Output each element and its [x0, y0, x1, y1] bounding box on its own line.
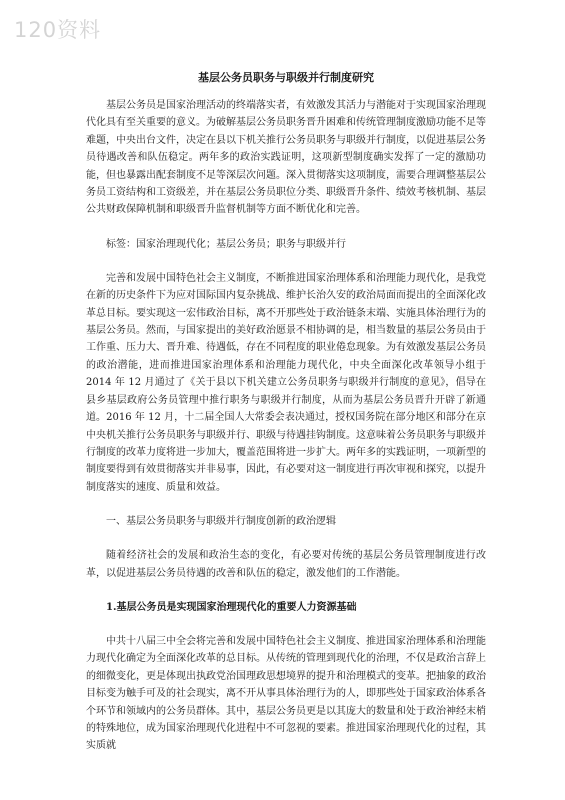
intro-paragraph: 完善和发展中国特色社会主义制度，不断推进国家治理体系和治理能力现代化，是我党在新的历史条件下为应对国际国内复杂挑战、维护长治久安的政治局面而提出的全面深化改革总目标。要实现这一宏伟政治目标，离不开那些处于政治链条末端、实施具体治理行为的基层公务员。然而，与国家提出的美好政治愿景不相协调的是，相当数量的基层公务员由于工作重、压力大、晋升难、待遇低，存在不同程度的职业倦怠现象。为有效激发基层公务员的政治潜能，进而推进国家治理体系和治理能力现代化，中央全面深化改革领导小组于 2014 年 12 月通过了《关于县以下机关建立公务员职务与职级并行制度的意见》，倡导在县乡基层政府公务员管理中推行职务与职级并行制度，从而为基层公务员晋升开辟了新通道。2016 年 12 月，十二届全国人大常委会表决通过，授权国务院在部分地区和部分在京中央机关推行公务员职务与职级并行、职级与待遇挂钩制度。这意味着公务员职务与职级并行制度的改革力度将进一步加大，覆盖范围将进一步扩大。两年多的实践证明，一项新型的制度要得到有效贯彻落实并非易事，因此，有必要对这一制度进行再次审视和探究，以提升制度落实的速度、质量和效益。	[86, 272, 486, 493]
abstract-paragraph: 基层公务员是国家治理活动的终端落实者，有效激发其活力与潜能对于实现国家治理现代化具有至关重要的意义。为破解基层公务员职务晋升困难和传统管理制度激励功能不足等难题，中央出台文件，决定在县以下机关推行公务员职务与职级并行制度，以促进基层公务员待遇改善和队伍稳定。两年多的政治实践证明，这项新型制度确实发挥了一定的激励功能，但也暴露出配套制度不足等深层次问题。深入贯彻落实这项制度，需要合理调整基层公务员工资结构和工资级差，并在基层公务员职位分类、职级晋升条件、绩效考核机制、基层公共财政保障机制和职级晋升监督机制等方面不断优化和完善。	[86, 100, 486, 216]
spacer	[86, 616, 486, 633]
watermark-logo: 120资料	[14, 18, 102, 42]
spacer	[86, 253, 486, 270]
spacer	[86, 582, 486, 599]
spacer	[86, 219, 486, 236]
section-heading-1: 一、基层公务员职务与职级并行制度创新的政治逻辑	[106, 516, 336, 528]
section-1-paragraph: 随着经济社会的发展和政治生态的变化，有必要对传统的基层公务员管理制度进行改革，以促进基层公务员待遇的改善和队伍的稳定，激发他们的工作潜能。	[86, 550, 486, 579]
subsection-1-paragraph: 中共十八届三中全会将完善和发展中国特色社会主义制度、推进国家治理体系和治理能力现代化确定为全面深化改革的总目标。从传统的管理到现代化的治理，不仅是政治言辞上的细微变化，更是体现出执政党治国理政思想境界的提升和治理模式的变革。把抽象的政治目标变为触手可及的社会现实，离不开从事具体治理行为的人，即那些处于国家政治体系各个环节和领域内的公务员群体。其中，基层公务员更是以其庞大的数量和处于政治神经末梢的特殊地位，成为国家治理现代化进程中不可忽视的要素。推进国家治理现代化的过程，其实质就	[86, 635, 486, 752]
document-page	[86, 70, 486, 755]
document-title: 基层公务员职务与职级并行制度研究	[198, 71, 374, 84]
keywords-line: 标签：国家治理现代化；基层公务员；职务与职级并行	[106, 238, 346, 250]
spacer	[86, 496, 486, 513]
spacer	[86, 530, 486, 547]
subsection-heading-1: 1.基层公务员是实现国家治理现代化的重要人力资源基础	[106, 601, 357, 613]
